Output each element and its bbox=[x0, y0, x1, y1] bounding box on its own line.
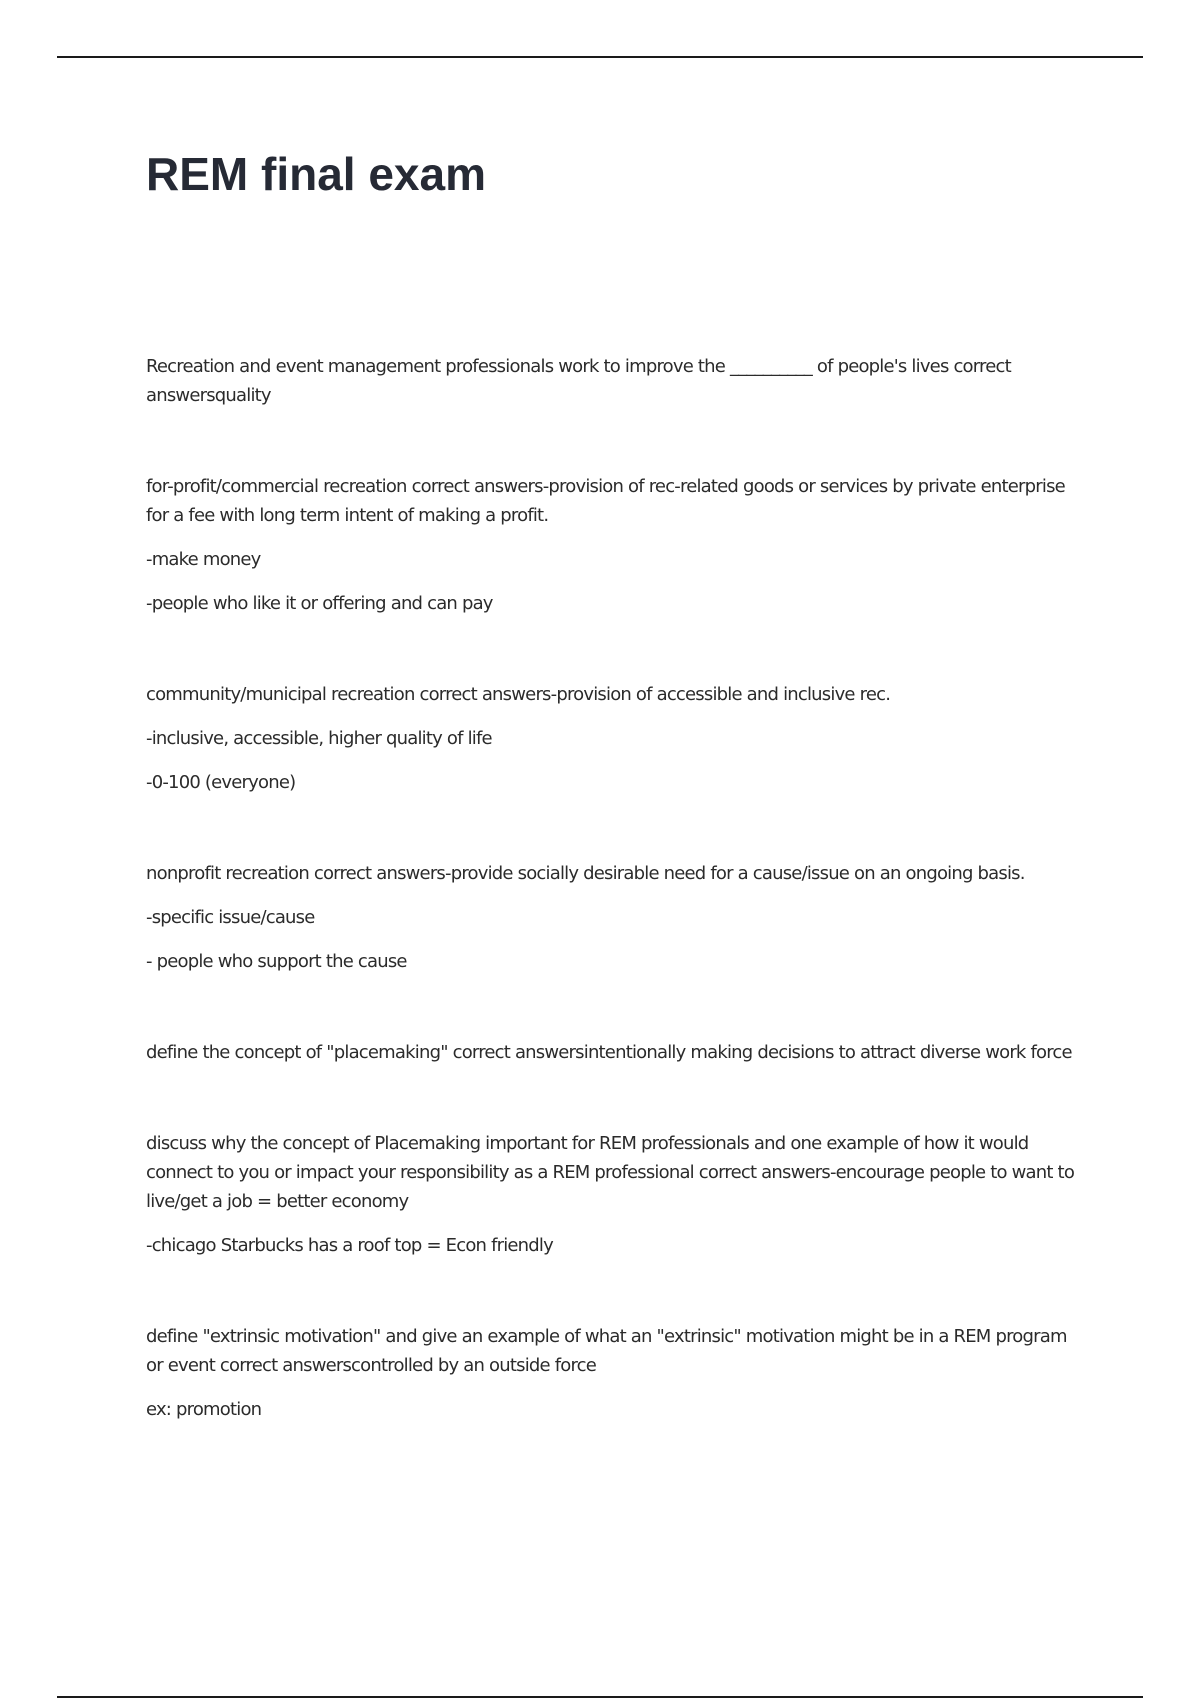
flashcard-7 bbox=[146, 1322, 1076, 1424]
flashcard-note: -specific issue/cause bbox=[146, 907, 315, 928]
flashcard-text: define the concept of "placemaking" correct answersintentionally making decisions to attract diverse work force bbox=[146, 1042, 1072, 1063]
flashcard-5 bbox=[146, 1038, 1076, 1067]
bottom-divider bbox=[57, 1696, 1143, 1698]
document-title: REM final exam bbox=[146, 148, 486, 200]
flashcard-note: -make money bbox=[146, 549, 261, 570]
flashcard-note: - people who support the cause bbox=[146, 951, 407, 972]
flashcard-list bbox=[146, 352, 1076, 1424]
flashcard-note: -chicago Starbucks has a roof top = Econ friendly bbox=[146, 1235, 553, 1256]
document-body bbox=[146, 140, 1076, 1424]
flashcard-note: -inclusive, accessible, higher quality of life bbox=[146, 728, 492, 749]
flashcard-text: discuss why the concept of Placemaking important for REM professionals and one example of how it would connect to you or impact your responsibility as a REM professional correct answers-encourage people to want to live/get a job = better economy bbox=[146, 1133, 1075, 1212]
flashcard-6 bbox=[146, 1129, 1076, 1260]
top-divider bbox=[57, 56, 1143, 58]
flashcard-3 bbox=[146, 680, 1076, 797]
flashcard-2 bbox=[146, 472, 1076, 618]
flashcard-note: ex: promotion bbox=[146, 1399, 262, 1420]
flashcard-text: nonprofit recreation correct answers-provide socially desirable need for a cause/issue on an ongoing basis. bbox=[146, 863, 1025, 884]
flashcard-note: -0-100 (everyone) bbox=[146, 772, 296, 793]
flashcard-4 bbox=[146, 859, 1076, 976]
flashcard-text: define "extrinsic motivation" and give an example of what an "extrinsic" motivation might be in a REM program or event correct answerscontrolled by an outside force bbox=[146, 1326, 1067, 1376]
flashcard-text: Recreation and event management professionals work to improve the __________ of people's lives correct answersquality bbox=[146, 356, 1011, 406]
flashcard-1 bbox=[146, 352, 1076, 410]
flashcard-text: for-profit/commercial recreation correct answers-provision of rec-related goods or services by private enterprise for a fee with long term intent of making a profit. bbox=[146, 476, 1065, 526]
flashcard-text: community/municipal recreation correct answers-provision of accessible and inclusive rec. bbox=[146, 684, 891, 705]
flashcard-note: -people who like it or offering and can pay bbox=[146, 593, 493, 614]
